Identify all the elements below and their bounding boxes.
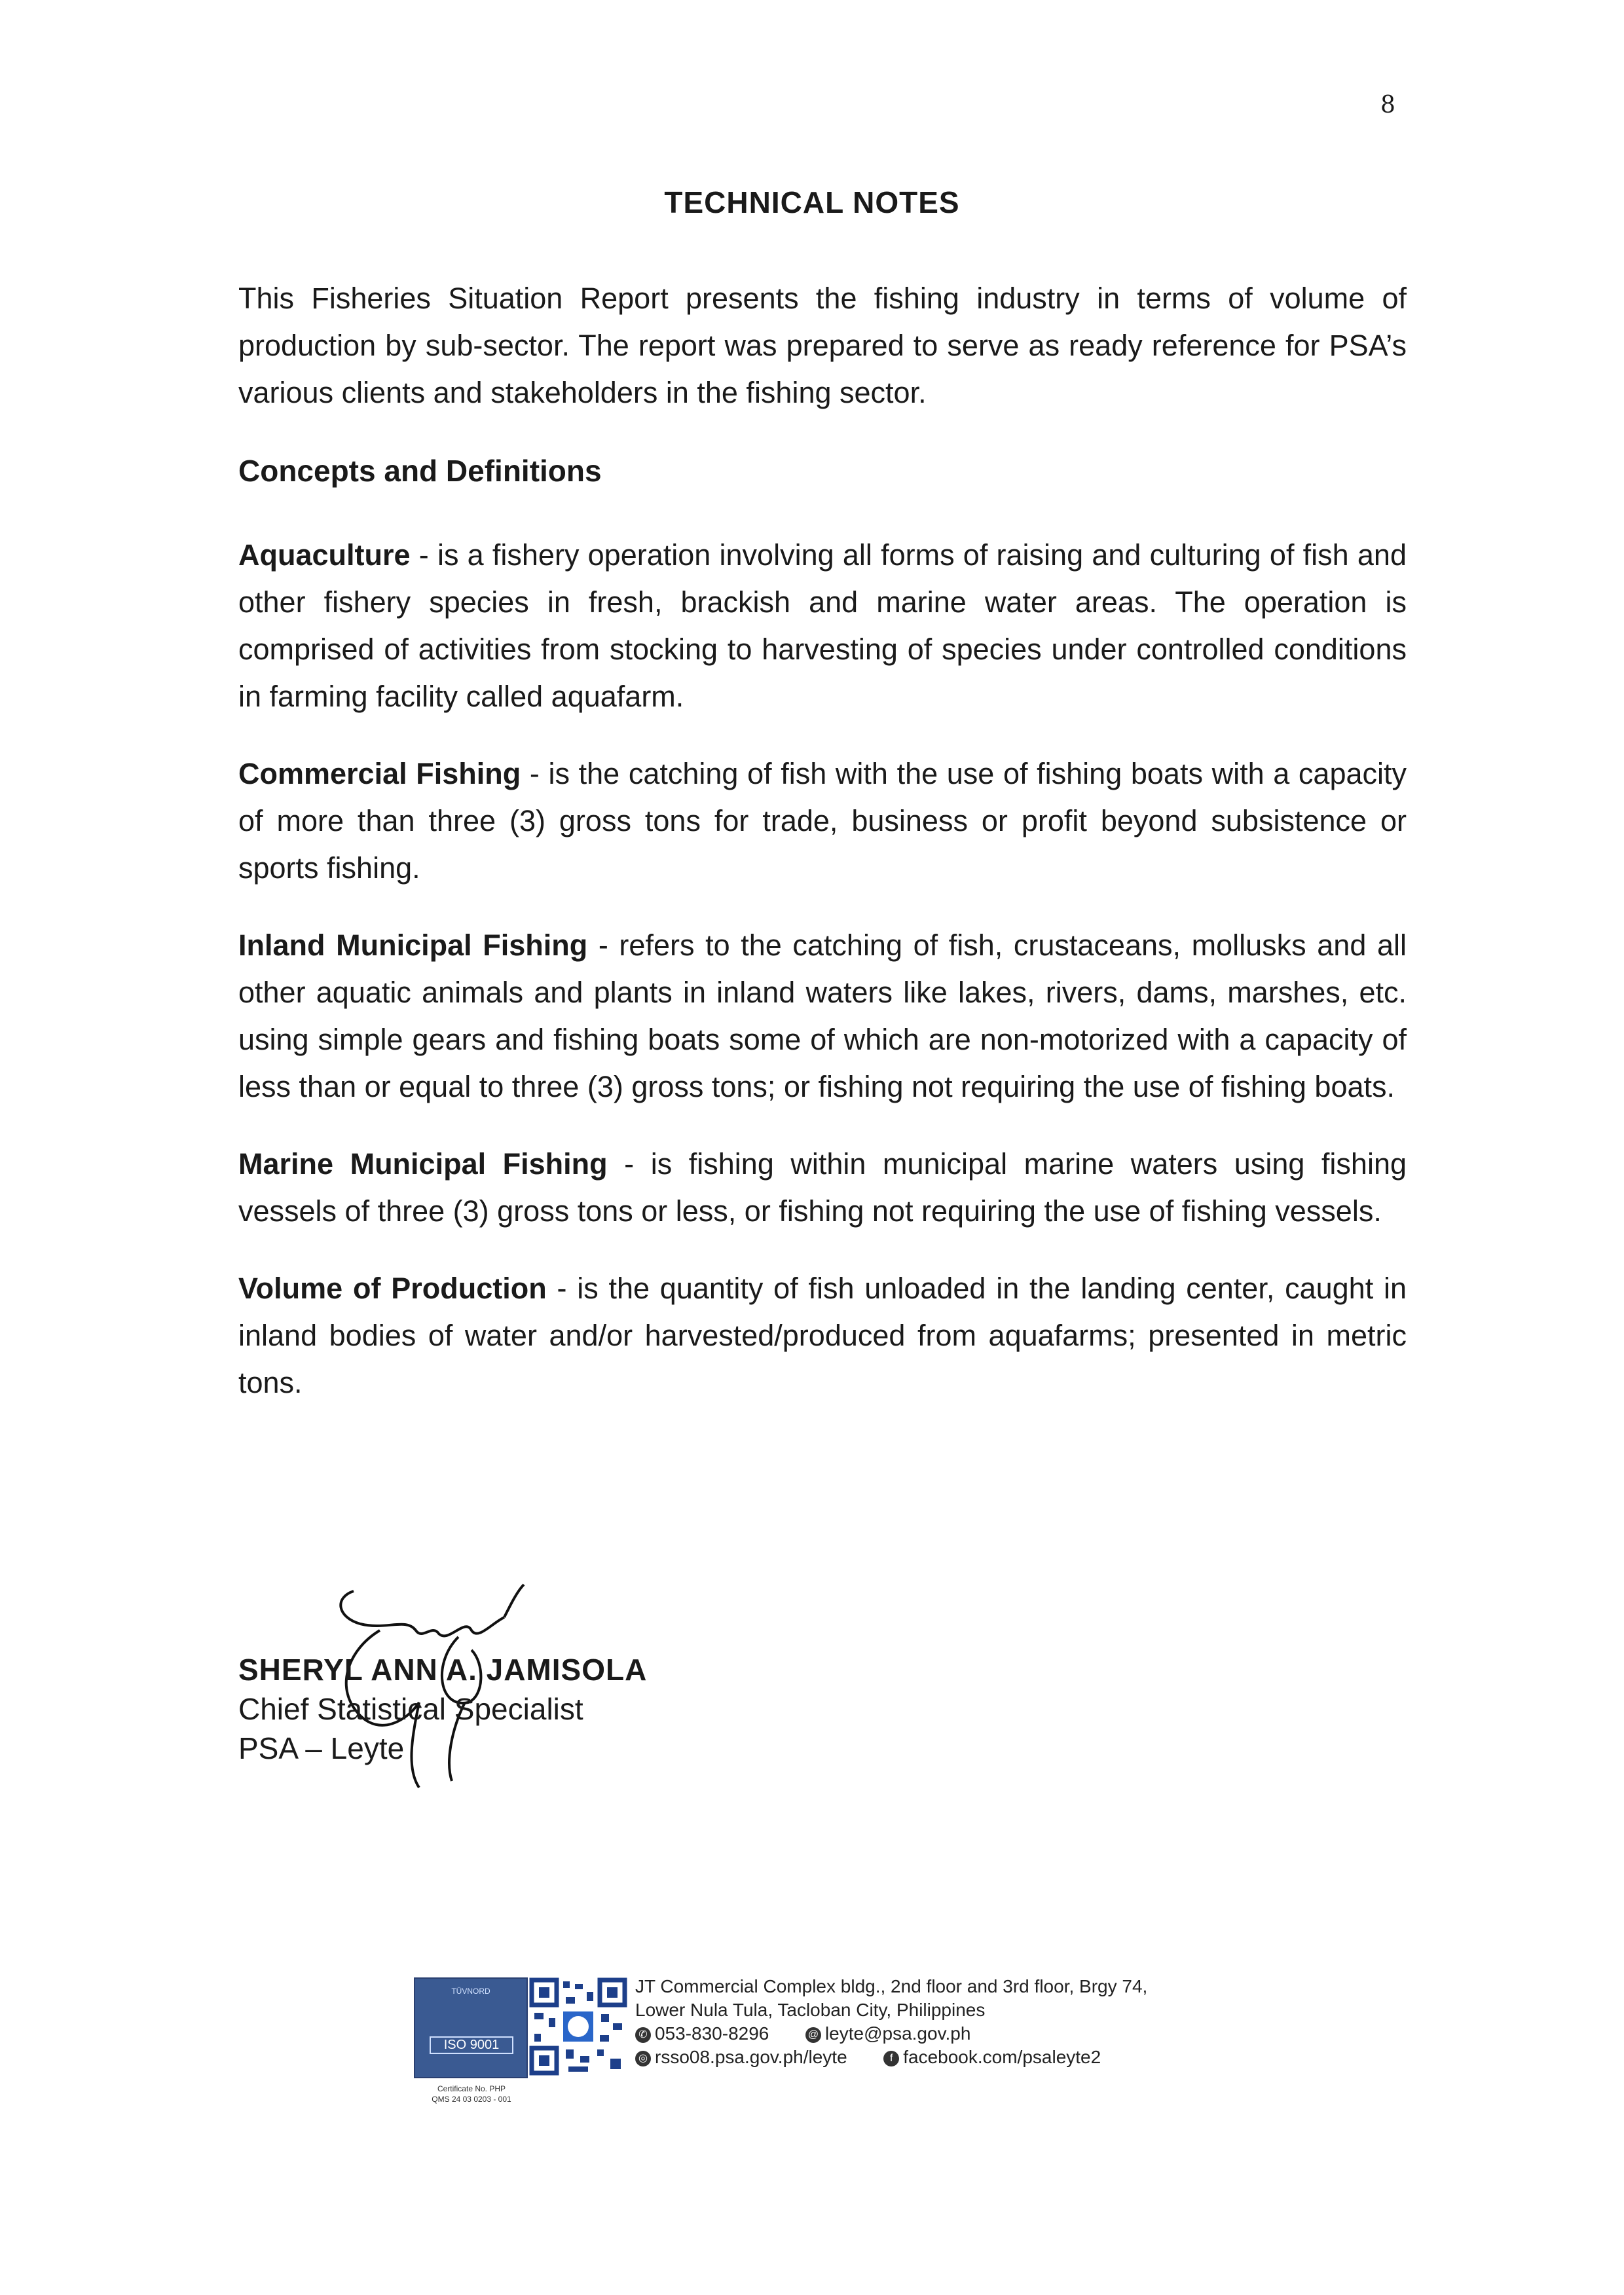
- definition-term: Volume of Production: [238, 1272, 547, 1305]
- definition-text: - refers to the catching of fish, crustaceans, mollusks and all other aquatic animals and plants in inland waters like lakes, rivers, dams, marshes, etc. using simple gears and fishing boats some of which are non-motorized with a capacity of less than or equal to three (3) gross tons; or fishing not requiring the use of fishing boats.: [238, 928, 1407, 1103]
- definition-aquaculture: [238, 532, 1407, 720]
- definition-term: Commercial Fishing: [238, 757, 521, 790]
- definition-commercial-fishing: [238, 750, 1407, 892]
- facebook-link[interactable]: facebook.com/psaleyte2: [903, 2047, 1101, 2067]
- cert-line-1: Certificate No. PHP: [437, 2084, 506, 2093]
- signatory-office: PSA – Leyte: [238, 1731, 405, 1765]
- signatory-name: SHERYL ANN A. JAMISOLA: [238, 1653, 648, 1687]
- email-icon: @: [805, 2027, 821, 2043]
- address-line-1: JT Commercial Complex bldg., 2nd floor and 3rd floor, Brgy 74,: [635, 1976, 1148, 1996]
- definition-text: - is the quantity of fish unloaded in the landing center, caught in inland bodies of water and/or harvested/produced from aquafarms; presented in metric tons.: [238, 1272, 1407, 1399]
- phone-number: 053-830-8296: [655, 2023, 769, 2044]
- contact-info: [635, 1975, 1147, 2069]
- definition-term: Inland Municipal Fishing: [238, 928, 588, 962]
- qr-code: [529, 1977, 627, 2076]
- facebook-icon: f: [883, 2051, 899, 2066]
- signatory-position: Chief Statistical Specialist: [238, 1692, 583, 1726]
- email-address: leyte@psa.gov.ph: [824, 2023, 971, 2044]
- section-heading: Concepts and Definitions: [238, 454, 602, 488]
- phone-icon: ✆: [635, 2027, 651, 2043]
- badge-issuer: TÜVNORD: [451, 1987, 490, 1996]
- definition-term: Marine Municipal Fishing: [238, 1147, 608, 1181]
- website-link[interactable]: rsso08.psa.gov.ph/leyte: [655, 2047, 847, 2067]
- badge-iso-label: ISO 9001: [430, 2036, 513, 2054]
- globe-icon: ◎: [635, 2051, 651, 2066]
- definition-inland-municipal-fishing: [238, 922, 1407, 1111]
- definition-text: - is a fishery operation involving all forms of raising and culturing of fish and other fishery species in fresh, brackish and marine water areas. The operation is comprised of activities from stocking to harvesting of species under controlled conditions in farming facility called aquafarm.: [238, 538, 1407, 713]
- cert-line-2: QMS 24 03 0203 - 001: [432, 2095, 511, 2104]
- definition-term: Aquaculture: [238, 538, 411, 572]
- intro-paragraph: This Fisheries Situation Report presents the fishing industry in terms of volume of production by sub-sector. The report was prepared to serve as ready reference for PSA’s various clients and stakeholders in the fishing sector.: [238, 282, 1407, 409]
- definition-text: - is the catching of fish with the use of fishing boats with a capacity of more than three (3) gross tons for trade, business or profit beyond subsistence or sports fishing.: [238, 757, 1407, 885]
- page-number: 8: [1380, 92, 1395, 119]
- signature-block: [238, 1650, 647, 1768]
- address-line-2: Lower Nula Tula, Tacloban City, Philippines: [635, 2000, 986, 2020]
- page-title: TECHNICAL NOTES: [664, 185, 960, 219]
- definitions-list: [238, 532, 1407, 1437]
- iso-certification-badge: [414, 1977, 528, 2078]
- definition-volume-of-production: [238, 1265, 1407, 1406]
- phone-email-row: [635, 2022, 1147, 2046]
- web-social-row: [635, 2046, 1147, 2069]
- footer: [406, 1971, 1257, 2115]
- definition-text: - is fishing within municipal marine waters using fishing vessels of three (3) gross tons or less, or fishing not requiring the use of fishing vessels.: [238, 1147, 1407, 1228]
- definition-marine-municipal-fishing: [238, 1141, 1407, 1235]
- certificate-number: [406, 2084, 537, 2104]
